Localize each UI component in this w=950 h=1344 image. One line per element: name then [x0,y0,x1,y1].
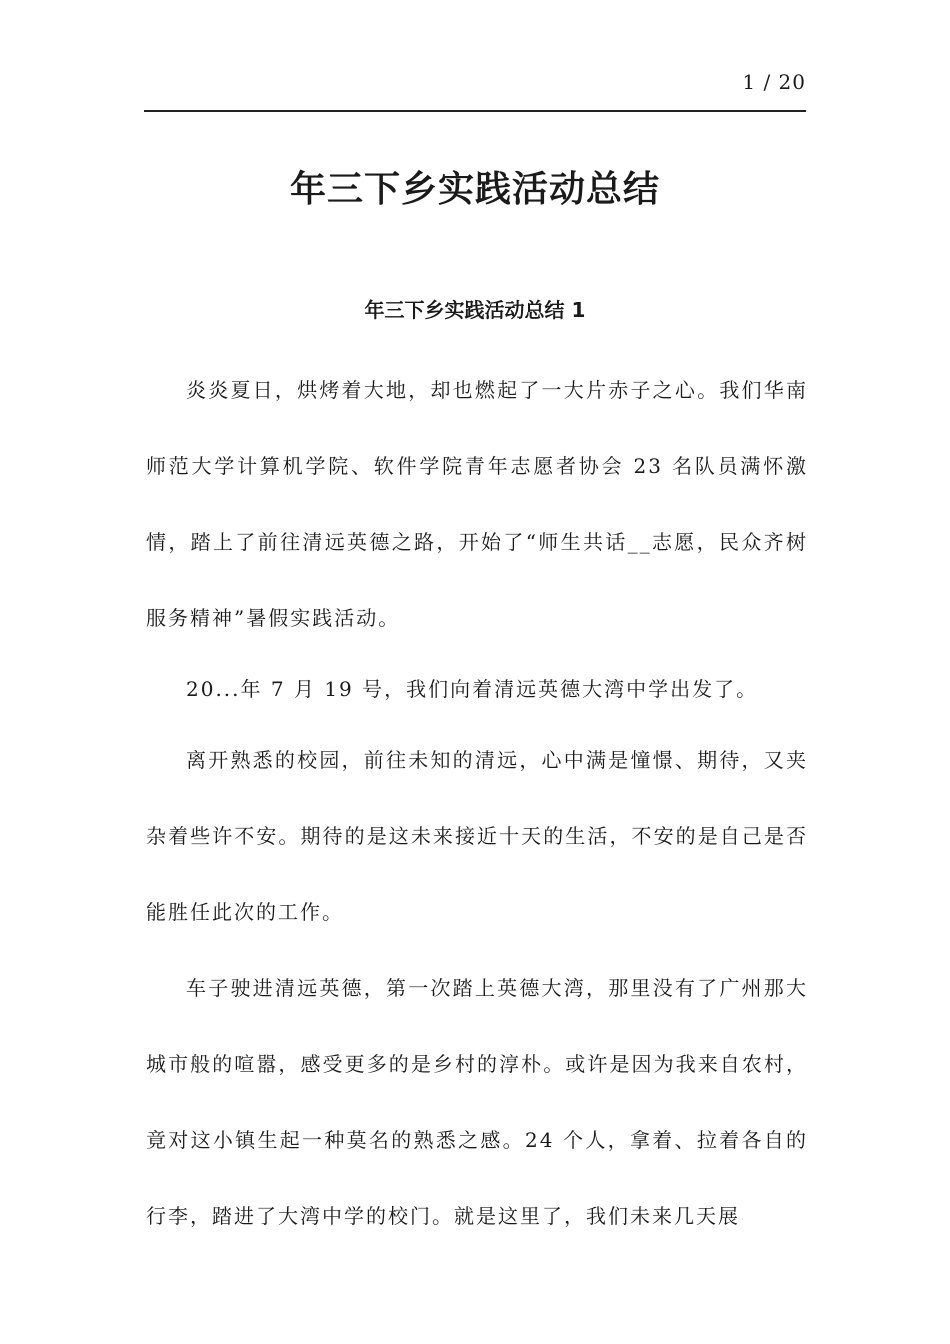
document-body [146,352,808,1254]
page-number: 1 / 20 [742,70,806,94]
header-divider [144,110,806,112]
paragraph-4: 车子驶进清远英德，第一次踏上英德大湾，那里没有了广州那大城市般的喧嚣，感受更多的是乡村的淳朴。或许是因为我来自农村，竟对这小镇生起一种莫名的熟悉之感。24 个人，拿着、拉着各自的行李，踏进了大湾中学的校门。就是这里了，我们未来几天展 [146,976,808,1228]
document-title: 年三下乡实践活动总结 [289,169,660,210]
section-title: 年三下乡实践活动总结 1 [364,298,586,322]
paragraph-1: 炎炎夏日，烘烤着大地，却也燃起了一大片赤子之心。我们华南师范大学计算机学院、软件学院青年志愿者协会 23 名队员满怀激情，踏上了前往清远英德之路，开始了“师生共话__志愿，民众齐树服务精神”暑假实践活动。 [146,378,808,630]
paragraph-3: 离开熟悉的校园，前往未知的清远，心中满是憧憬、期待，又夹杂着些许不安。期待的是这未来接近十天的生活，不安的是自己是否能胜任此次的工作。 [146,748,808,924]
paragraph-2: 20...年 7 月 19 号，我们向着清远英德大湾中学出发了。 [186,677,759,701]
